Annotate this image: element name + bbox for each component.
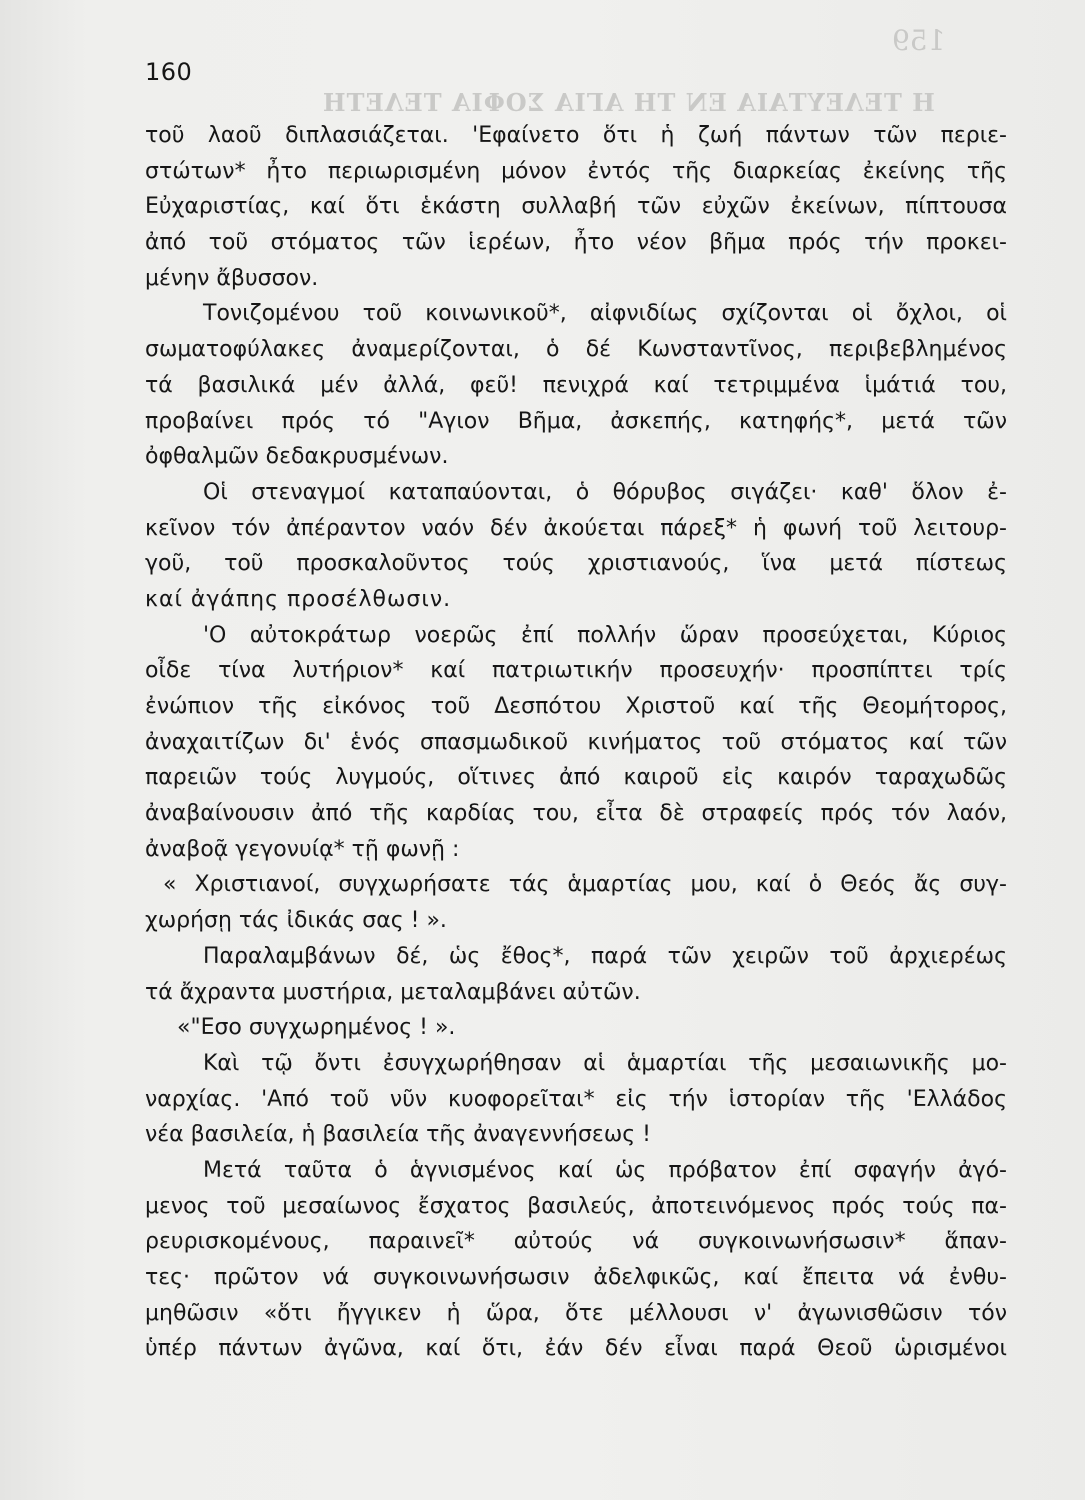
- text-line: στώτων* ἦτο περιωρισμένη μόνον ἐντός τῆς διαρκείας ἐκείνης τῆς: [145, 158, 1007, 184]
- text-line: μηθῶσιν «ὅτι ἤγγικεν ἡ ὥρα, ὅτε μέλλουσι ν' ἀγωνισθῶσιν τόν: [145, 1300, 1007, 1326]
- text-line: ρευρισκομένους, παραινεῖ* αὐτούς νά συγκοινωνήσωσιν* ἅπαν-: [145, 1229, 1007, 1255]
- text-line: κεῖνον τόν ἀπέραντον ναόν δέν ἀκούεται πάρεξ* ἡ φωνή τοῦ λειτουρ-: [145, 515, 1007, 541]
- text-line: ἀπό τοῦ στόματος τῶν ἱερέων, ἦτο νέον βῆμα πρός τήν προκει-: [145, 230, 1007, 256]
- bleed-through-heading: Η ΤΕΛΕΥΤΑΙΑ ΕΝ ΤΗ ΑΓΙΑ ΣΟΦΙΑ ΤΕΛΕΤΗ: [322, 88, 935, 117]
- text-line: σωματοφύλακες ἀναμερίζονται, ὁ δέ Κωνσταντῖνος, περιβεβλημένος: [145, 337, 1007, 363]
- text-line: Καὶ τῷ ὄντι ἐσυγχωρήθησαν αἱ ἁμαρτίαι τῆς μεσαιωνικῆς μο-: [203, 1050, 1007, 1076]
- text-line: νέα βασιλεία, ἡ βασιλεία τῆς ἀναγεννήσεως !: [145, 1122, 651, 1148]
- text-line: ὑπέρ πάντων ἀγῶνα, καί ὅτι, ἐάν δέν εἶναι παρά Θεοῦ ὡρισμένοι: [145, 1336, 1007, 1362]
- text-line: Οἱ στεναγμοί καταπαύονται, ὁ θόρυβος σιγάζει· καθ' ὅλον ἐ-: [203, 479, 1007, 505]
- text-line: καί ἀγάπης προσέλθωσιν.: [145, 586, 452, 612]
- text-line: «"Εσο συγχωρημένος ! ».: [177, 1015, 456, 1041]
- text-line: ἀναχαιτίζων δι' ἑνός σπασμωδικοῦ κινήματος τοῦ στόματος καί τῶν: [145, 729, 1007, 755]
- text-line: ναρχίας. 'Από τοῦ νῦν κυοφορεῖται* εἰς τήν ἱστορίαν τῆς 'Ελλάδος: [145, 1086, 1007, 1112]
- text-line: μένην ἄβυσσον.: [145, 265, 319, 291]
- bleed-through-page-number: 159: [891, 24, 945, 57]
- text-line: τά ἄχραντα μυστήρια, μεταλαμβάνει αὐτῶν.: [145, 979, 641, 1005]
- text-line: τοῦ λαοῦ διπλασιάζεται. 'Εφαίνετο ὅτι ἡ ζωή πάντων τῶν περιε-: [145, 123, 1007, 148]
- text-line: ἀναβοᾷ γεγονυίᾳ* τῇ φωνῇ :: [145, 836, 460, 862]
- text-line: γοῦ, τοῦ προσκαλοῦντος τούς χριστιανούς, ἵνα μετά πίστεως: [145, 551, 1007, 577]
- text-line: Τονιζομένου τοῦ κοινωνικοῦ*, αἰφνιδίως σχίζονται οἱ ὄχλοι, οἱ: [203, 301, 1007, 327]
- text-line: χωρήσῃ τάς ἰδικάς σας ! ».: [145, 908, 447, 934]
- text-line: προβαίνει πρός τό "Αγιον Βῆμα, ἀσκεπής, κατηφής*, μετά τῶν: [145, 408, 1007, 434]
- text-line: 'Ο αὐτοκράτωρ νοερῶς ἐπί πολλήν ὥραν προσεύχεται, Κύριος: [203, 622, 1007, 648]
- text-line: ὀφθαλμῶν δεδακρυσμένων.: [145, 444, 449, 470]
- text-line: τες· πρῶτον νά συγκοινωνήσωσιν ἀδελφικῶς, καί ἔπειτα νά ἐνθυ-: [145, 1265, 1007, 1290]
- text-line: τά βασιλικά μέν ἀλλά, φεῦ! πενιχρά καί τετριμμένα ἱμάτιά του,: [145, 372, 1007, 398]
- text-line: μενος τοῦ μεσαίωνος ἔσχατος βασιλεύς, ἀποτεινόμενος πρός τούς πα-: [145, 1193, 1007, 1219]
- text-line: Μετά ταῦτα ὁ ἁγνισμένος καί ὡς πρόβατον ἐπί σφαγήν ἀγό-: [203, 1157, 1007, 1183]
- text-line: παρειῶν τούς λυγμούς, οἵτινες ἀπό καιροῦ εἰς καιρόν ταραχωδῶς: [145, 765, 1007, 791]
- page-number: 160: [145, 58, 193, 86]
- text-line: ἀναβαίνουσιν ἀπό τῆς καρδίας του, εἶτα δὲ στραφείς πρός τόν λαόν,: [145, 801, 1007, 827]
- body-text: [145, 118, 1007, 1367]
- text-line: Εὐχαριστίας, καί ὅτι ἑκάστη συλλαβή τῶν εὐχῶν ἐκείνων, πίπτουσα: [145, 194, 1007, 220]
- text-line: ἐνώπιον τῆς εἰκόνος τοῦ Δεσπότου Χριστοῦ καί τῆς Θεομήτορος,: [145, 694, 1007, 719]
- text-line: οἶδε τίνα λυτήριον* καί πατριωτικήν προσευχήν· προσπίπτει τρίς: [145, 658, 1007, 684]
- text-line: Παραλαμβάνων δέ, ὡς ἔθος*, παρά τῶν χειρῶν τοῦ ἀρχιερέως: [203, 943, 1007, 969]
- text-line: « Χριστιανοί, συγχωρήσατε τάς ἁμαρτίας μου, καί ὁ Θεός ἄς συγ-: [163, 872, 1007, 898]
